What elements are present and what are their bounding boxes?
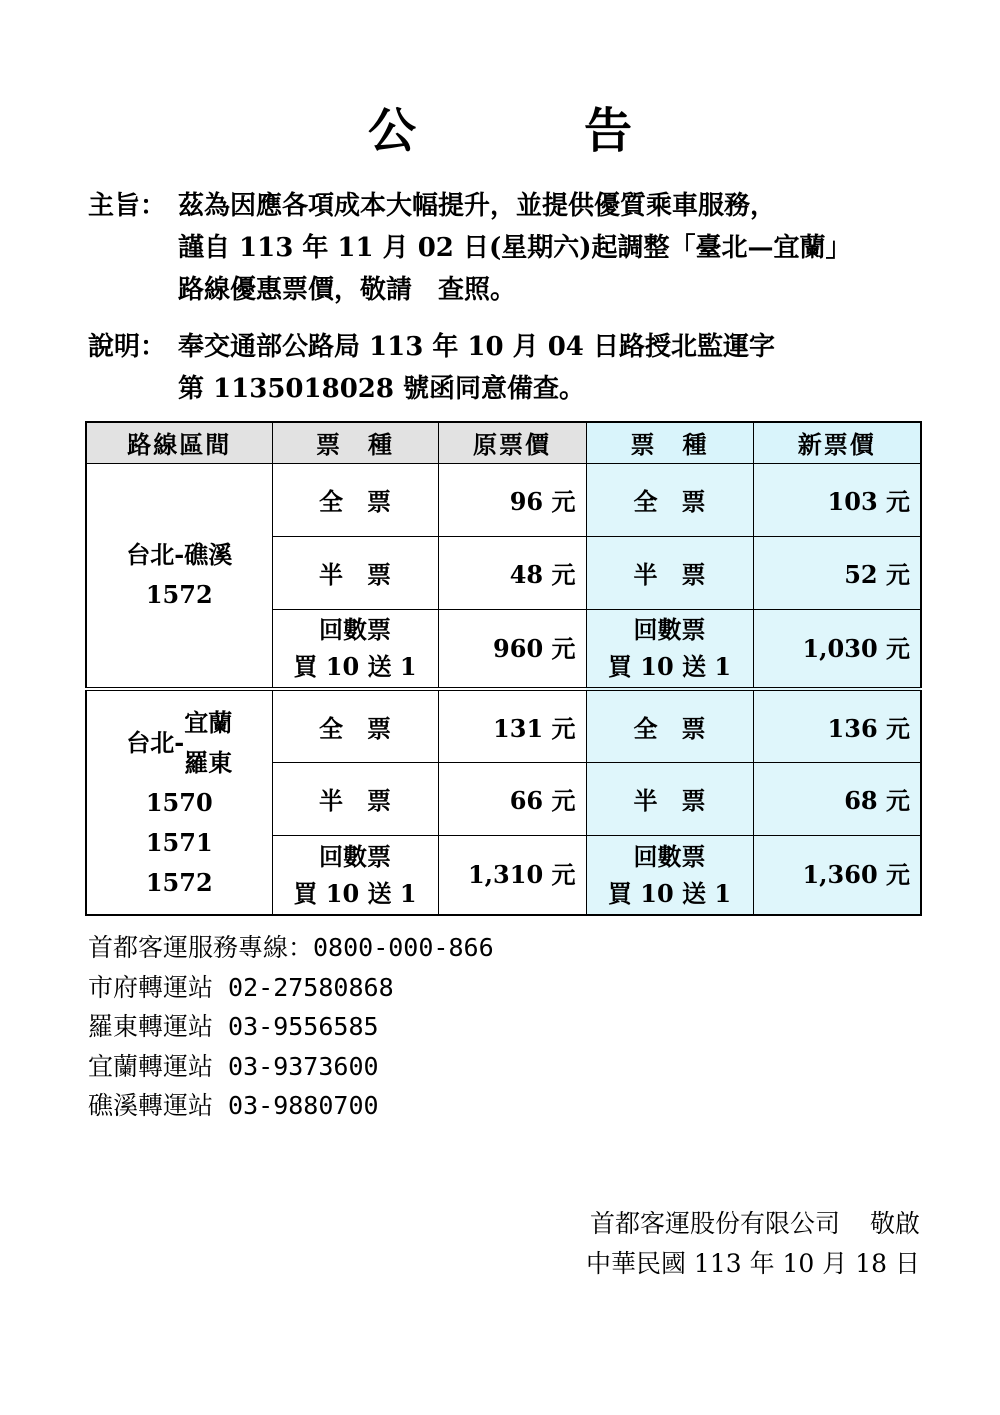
new-ticket-type: 全 票 <box>586 689 753 762</box>
route-code: 1571 <box>145 827 213 857</box>
old-price: 131 元 <box>438 689 586 762</box>
new-ticket-type-line-2: 買 10 送 1 <box>607 652 732 682</box>
new-ticket-type: 全 票 <box>586 463 753 536</box>
subject-line-2: 謹自 113 年 11 月 02 日(星期六)起調整「臺北—宜蘭」 <box>178 233 852 263</box>
new-ticket-type: 半 票 <box>586 536 753 609</box>
header-new-price: 新票價 <box>753 422 921 463</box>
route-prefix: 台北- <box>126 727 185 757</box>
contact-station: 礁溪轉運站 03-9880700 <box>88 1091 379 1120</box>
explanation-label: 說明： <box>88 332 167 362</box>
new-ticket-type-line-2: 買 10 送 1 <box>607 878 732 908</box>
route-code: 1572 <box>145 867 213 897</box>
subject-paragraph <box>88 185 852 311</box>
table-row <box>86 463 921 536</box>
ticket-type <box>272 609 438 689</box>
explanation-paragraph <box>88 326 775 410</box>
header-old-price: 原票價 <box>438 422 586 463</box>
new-ticket-type <box>586 609 753 689</box>
table-header-row <box>86 422 921 463</box>
route-destination-1: 宜蘭 <box>184 707 233 737</box>
route-code: 1572 <box>145 580 213 610</box>
route-cell <box>86 689 272 915</box>
old-price: 1,310 元 <box>438 835 586 915</box>
contact-station: 羅東轉運站 03-9556585 <box>88 1012 379 1041</box>
old-price: 96 元 <box>438 463 586 536</box>
ticket-type: 半 票 <box>272 762 438 835</box>
new-price: 68 元 <box>753 762 921 835</box>
signoff <box>586 1204 920 1284</box>
page-title: 公 告 <box>367 103 692 159</box>
new-price: 136 元 <box>753 689 921 762</box>
contact-station: 市府轉運站 02-27580868 <box>88 972 394 1002</box>
issue-date: 中華民國 113 年 10 月 18 日 <box>585 1249 920 1278</box>
subject-line-3: 路線優惠票價，敬請 查照。 <box>178 275 517 305</box>
new-price: 52 元 <box>753 536 921 609</box>
new-ticket-type <box>586 835 753 915</box>
ticket-type-line-2: 買 10 送 1 <box>293 652 417 682</box>
ticket-type-line-1: 回數票 <box>319 615 391 645</box>
explanation-line-2: 第 1135018028 號函同意備查。 <box>178 374 586 404</box>
subject-line-1: 茲為因應各項成本大幅提升，並提供優質乘車服務， <box>178 191 777 221</box>
company-name: 首都客運股份有限公司 <box>589 1209 840 1238</box>
contact-list <box>88 928 494 1126</box>
route-name: 台北-礁溪 <box>126 540 233 570</box>
route-codes <box>97 783 262 903</box>
old-price: 960 元 <box>438 609 586 689</box>
fare-table <box>85 421 922 916</box>
closing: 敬啟 <box>869 1209 920 1238</box>
contact-station: 宜蘭轉運站 03-9373600 <box>88 1051 379 1081</box>
header-route: 路線區間 <box>86 422 272 463</box>
explanation-line-1: 奉交通部公路局 113 年 10 月 04 日路授北監運字 <box>178 332 775 362</box>
route-name-block <box>126 703 232 783</box>
contact-hotline: 首都客運服務專線：0800-000-866 <box>88 933 494 962</box>
ticket-type <box>272 835 438 915</box>
table-row <box>86 689 921 762</box>
route-group-yilan-luodong <box>86 689 921 915</box>
header-new-ticket-type: 票 種 <box>586 422 753 463</box>
new-ticket-type-line-1: 回數票 <box>633 615 706 645</box>
route-cell <box>86 463 272 689</box>
header-ticket-type: 票 種 <box>272 422 438 463</box>
ticket-type: 半 票 <box>272 536 438 609</box>
new-ticket-type-line-1: 回數票 <box>633 841 706 871</box>
ticket-type: 全 票 <box>272 463 438 536</box>
subject-label: 主旨： <box>88 191 167 221</box>
new-price: 103 元 <box>753 463 921 536</box>
ticket-type: 全 票 <box>272 689 438 762</box>
old-price: 48 元 <box>438 536 586 609</box>
old-price: 66 元 <box>438 762 586 835</box>
route-group-jiaoxi <box>86 463 921 689</box>
route-destination-2: 羅東 <box>184 747 233 777</box>
ticket-type-line-2: 買 10 送 1 <box>293 878 417 908</box>
route-code: 1570 <box>145 787 213 817</box>
new-price: 1,030 元 <box>753 609 921 689</box>
new-price: 1,360 元 <box>753 835 921 915</box>
new-ticket-type: 半 票 <box>586 762 753 835</box>
ticket-type-line-1: 回數票 <box>319 841 391 871</box>
